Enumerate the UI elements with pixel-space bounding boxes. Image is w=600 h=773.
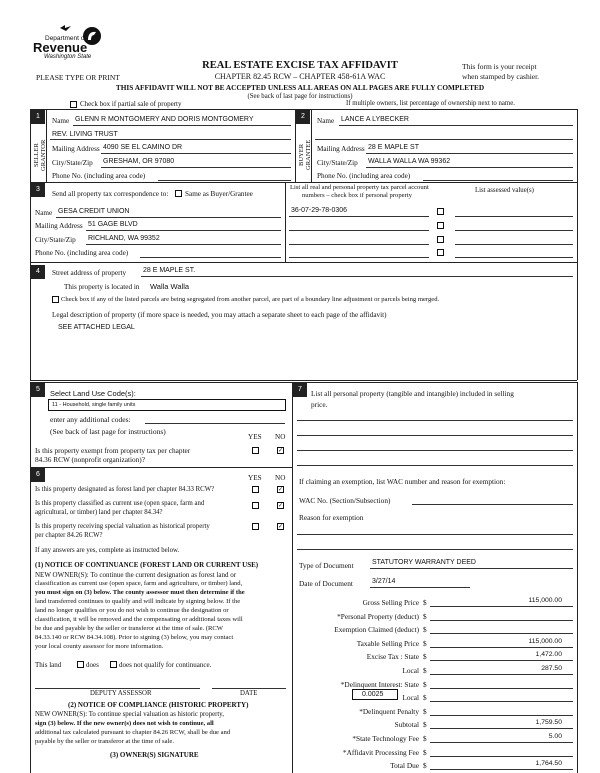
parcel-header-2: numbers – check box if personal property: [302, 192, 412, 199]
seller-grantor-label: SELLER GRANTOR: [33, 139, 47, 171]
street-value[interactable]: 28 E MAPLE ST.: [143, 267, 196, 274]
notice-continuance-line-7: be due and payable by the seller or transferor at the time of sale. (RCW: [35, 625, 224, 632]
s3-send-label: Send all property tax correspondence to:: [52, 190, 169, 198]
parcel-header-1: List all real and personal property tax parcel account: [290, 184, 429, 191]
parcel-1-checkbox[interactable]: [437, 208, 444, 215]
s1-city-label: City/State/Zip: [52, 159, 93, 167]
parcel-4-checkbox[interactable]: [437, 249, 444, 256]
s2-address-label: Mailing Address: [317, 145, 365, 153]
s2-address-value[interactable]: 28 E MAPLE ST: [368, 144, 419, 151]
land-does-not-checkbox[interactable]: [110, 661, 117, 668]
notice-continuance-line-1: NEW OWNER(S): To continue the current designation as forest land or: [35, 571, 237, 579]
segregated-checkbox[interactable]: [52, 296, 59, 303]
amount-label: *Delinquent Interest: State: [340, 679, 419, 689]
same-as-buyer-label: Same as Buyer/Grantee: [185, 190, 253, 198]
street-label: Street address of property: [52, 269, 127, 277]
s3-city-value[interactable]: RICHLAND, WA 99352: [88, 235, 160, 242]
s2-city-value[interactable]: WALLA WALLA WA 99362: [368, 158, 451, 165]
land-use-value: 11 - Household, single family units: [52, 402, 136, 408]
amount-value[interactable]: 1,759.50: [535, 719, 562, 727]
notice-continuance-line-6: classification, it will be removed and the compensating or additional taxes will: [35, 616, 243, 623]
notice-compliance-line-4: payable by the seller or transferor at the time of sale.: [35, 738, 174, 745]
dollar-sign: $: [423, 693, 427, 703]
section-4-number: 4: [31, 265, 45, 279]
s2-phone-label: Phone No. (including area code): [317, 172, 411, 180]
exempt-no-checkbox[interactable]: ✓: [278, 448, 284, 454]
receipt-note-2: when stamped by cashier.: [462, 72, 540, 81]
amount-value[interactable]: 287.50: [541, 665, 562, 672]
notice-continuance-line-4: land transferred continues to qualify and will indicate by signing below. If the: [35, 598, 241, 605]
amount-value[interactable]: 5.00: [548, 733, 562, 740]
s5-see-back: (See back of last page for instructions): [50, 427, 166, 436]
notice-compliance-title: (2) NOTICE OF COMPLIANCE (HISTORIC PROPERTY): [68, 701, 249, 709]
dollar-sign: $: [423, 598, 427, 607]
this-land-label: This land: [35, 661, 62, 669]
dollar-sign: $: [423, 625, 427, 635]
forest-yes-checkbox[interactable]: [252, 486, 259, 493]
type-or-print: PLEASE TYPE OR PRINT: [36, 73, 120, 82]
legal-value[interactable]: SEE ATTACHED LEGAL: [58, 324, 135, 331]
s3-address-label: Mailing Address: [35, 222, 83, 230]
warning-text: THIS AFFIDAVIT WILL NOT BE ACCEPTED UNLESS ALL AREAS ON ALL PAGES ARE FULLY COMPLETED: [115, 83, 485, 92]
land-use-label: Select Land Use Code(s):: [50, 389, 136, 398]
s2-name-value[interactable]: LANCE A LYBECKER: [341, 116, 409, 123]
exempt-question-1: Is this property exempt from property tax per chapter: [35, 446, 191, 455]
land-does-checkbox[interactable]: [77, 661, 84, 668]
historic-yes-checkbox[interactable]: [252, 523, 259, 530]
section-6-number: 6: [31, 468, 45, 482]
doc-type-value[interactable]: STATUTORY WARRANTY DEED: [372, 559, 476, 566]
land-use-select[interactable]: [48, 399, 286, 411]
dollar-sign: $: [423, 734, 427, 743]
dollar-sign: $: [423, 720, 427, 730]
form-title: REAL ESTATE EXCISE TAX AFFIDAVIT: [202, 60, 398, 71]
form-statute: CHAPTER 82.45 RCW – CHAPTER 458-61A WAC: [214, 72, 386, 81]
notice-continuance-line-8: 84.33.140 or RCW 84.34.108). Prior to signing (3) below, you may contact: [35, 634, 234, 641]
located-label: This property is located in: [64, 283, 140, 291]
doc-type-label: Type of Document: [299, 561, 354, 570]
amount-label: *Affidavit Processing Fee: [342, 747, 419, 757]
forest-no-checkbox[interactable]: ✓: [278, 487, 284, 493]
s2-city-label: City/State/Zip: [317, 159, 358, 167]
doc-date-value[interactable]: 3/27/14: [372, 578, 396, 585]
s3-phone-label: Phone No. (including area code): [35, 249, 129, 257]
amount-label: *Delinquent Penalty: [359, 706, 419, 716]
logo-dept: Department of: [45, 35, 87, 42]
dollar-sign: $: [423, 638, 427, 648]
owner-signature-title: (3) OWNER(S) SIGNATURE: [110, 751, 199, 759]
land-does-not-label: does not qualify for continuance.: [119, 661, 212, 669]
current-use-question-1: Is this property classified as current use (open space, farm and: [35, 500, 205, 507]
amount-label: Exemption Claimed (deduct): [334, 625, 419, 635]
historic-question-2: per chapter 84.26 RCW?: [35, 532, 103, 539]
s1-city-value[interactable]: GRESHAM, OR 97080: [103, 158, 175, 165]
same-as-buyer-checkbox[interactable]: [175, 190, 182, 197]
exemption-label: If claiming an exemption, list WAC number and reason for exemption:: [299, 477, 506, 486]
dollar-sign: $: [423, 747, 427, 757]
s6-no-header: NO: [275, 474, 286, 482]
additional-codes-label: enter any additional codes:: [50, 415, 131, 424]
notice-continuance-title: (1) NOTICE OF CONTINUANCE (FOREST LAND OR CURRENT USE): [35, 561, 259, 569]
s1-address-value[interactable]: 4090 SE EL CAMINO DR: [103, 144, 183, 151]
notice-continuance-line-3: you must sign on (3) below. The county assessor must then determine if the: [35, 589, 245, 596]
parcel-1-value[interactable]: 36-07-29-78-0306: [291, 207, 348, 214]
section-2-number: 2: [296, 110, 310, 124]
amount-label: Subtotal: [394, 720, 419, 730]
current-use-no-checkbox[interactable]: ✓: [278, 503, 284, 509]
dollar-sign: $: [423, 679, 427, 689]
s5-no-header: NO: [275, 433, 286, 441]
dollar-sign: $: [423, 611, 427, 621]
dollar-sign: $: [423, 652, 427, 662]
notice-continuance-line-9: your local county assessor for more information.: [35, 643, 164, 650]
historic-no-checkbox[interactable]: ✓: [278, 524, 284, 530]
wac-label: WAC No. (Section/Subsection): [299, 496, 391, 505]
historic-question-1: Is this property receiving special valuation as historical property: [35, 523, 210, 530]
dollar-sign: $: [423, 761, 427, 771]
land-does-label: does: [86, 661, 99, 669]
see-back-header: (See back of last page for instructions): [247, 93, 353, 100]
notice-compliance-line-2: sign (3) below. If the new owner(s) does not wish to continue, all: [35, 720, 214, 727]
s3-name-label: Name: [35, 209, 53, 217]
exempt-yes-checkbox[interactable]: [252, 447, 259, 454]
amount-label: *State Technology Fee: [352, 734, 419, 743]
receipt-note-1: This form is your receipt: [462, 62, 537, 71]
logo-flag-icon: [60, 24, 72, 32]
segregated-label: Check box if any of the listed parcels are being segregated from another parcel, are part of a boundary line adjustment or parcels being merged.: [61, 296, 440, 303]
notice-continuance-line-2: classification as current use (open space, farm and agriculture, or timber) land,: [35, 580, 243, 587]
legal-label: Legal description of property (if more space is needed, you may attach a separate sheet to each page of the affidavit): [52, 311, 387, 319]
amount-label: Local: [402, 666, 419, 675]
s1-name-value-2[interactable]: REV. LIVING TRUST: [52, 131, 118, 138]
amount-label: *Personal Property (deduct): [337, 611, 419, 621]
section-3-number: 3: [31, 183, 45, 197]
amount-label: Excise Tax : State: [366, 652, 419, 662]
logo-name: Revenue: [33, 40, 88, 55]
s6-yes-header: YES: [248, 474, 262, 482]
logo-state: Washington State: [44, 54, 92, 60]
s1-phone-label: Phone No. (including area code): [52, 172, 146, 180]
parcel-2-checkbox[interactable]: [437, 222, 444, 229]
notice-continuance-line-5: land no longer qualifies or you do not wish to continue the designation or: [35, 607, 229, 614]
s5-yes-header: YES: [248, 433, 262, 441]
current-use-yes-checkbox[interactable]: [252, 502, 259, 509]
dollar-sign: $: [423, 706, 427, 716]
located-value[interactable]: Walla Walla: [150, 282, 190, 291]
doc-date-label: Date of Document: [299, 579, 353, 588]
amount-value[interactable]: 1,472.00: [535, 651, 562, 659]
local-rate-value: 0.0025: [362, 691, 384, 698]
assessed-header: List assessed value(s): [475, 187, 534, 194]
revenue-logo: [30, 24, 105, 62]
s2-name-label: Name: [317, 117, 335, 125]
amount-value[interactable]: 115,000.00: [528, 637, 562, 645]
s3-city-label: City/State/Zip: [35, 236, 76, 244]
partial-sale-checkbox[interactable]: [70, 101, 77, 108]
amount-label: Local: [402, 693, 419, 703]
current-use-question-2: agricultural, or timber) land per chapter 84.34?: [35, 509, 163, 516]
buyer-grantee-label: BUYER GRANTEE: [298, 139, 312, 171]
local-rate-box[interactable]: [352, 689, 398, 700]
forest-question: Is this property designated as forest land per chapter 84.33 RCW?: [35, 486, 215, 493]
s1-name-value[interactable]: GLENN R MONTGOMERY AND DORIS MONTGOMERY: [75, 116, 254, 123]
exempt-question-2: 84.36 RCW (nonprofit organization)?: [35, 455, 145, 464]
deputy-date-label: DATE: [240, 690, 258, 697]
s1-name-label: Name: [52, 117, 70, 125]
dollar-sign: $: [423, 666, 427, 675]
section-5-number: 5: [31, 383, 45, 397]
section-1-number: 1: [31, 110, 45, 124]
if-yes-note: If any answers are yes, complete as instructed below.: [35, 547, 180, 554]
s3-name-value[interactable]: GESA CREDIT UNION: [58, 208, 130, 215]
deputy-assessor-label: DEPUTY ASSESSOR: [90, 690, 152, 697]
amount-label: Gross Selling Price: [362, 598, 419, 607]
amount-label: Total Due: [390, 761, 419, 771]
s1-address-label: Mailing Address: [52, 145, 100, 153]
personal-property-label-1: List all personal property (tangible and intangible) included in selling: [311, 389, 514, 398]
notice-compliance-line-1: NEW OWNER(S): To continue special valuation as historic property,: [35, 711, 224, 718]
partial-sale-label: Check box if partial sale of property: [80, 100, 182, 108]
reason-label: Reason for exemption: [299, 513, 364, 522]
section-7-number: 7: [293, 383, 307, 397]
personal-property-label-2: price.: [311, 400, 328, 409]
amount-value[interactable]: 1,764.50: [535, 760, 562, 768]
s3-address-value[interactable]: 51 GAGE BLVD: [88, 221, 138, 228]
parcel-3-checkbox[interactable]: [437, 236, 444, 243]
multiple-owners-note: If multiple owners, list percentage of ownership next to name.: [346, 100, 515, 107]
amount-label: Taxable Selling Price: [356, 638, 419, 648]
notice-compliance-line-3: additional tax calculated pursuant to chapter 84.26 RCW, shall be due and: [35, 729, 231, 736]
amount-value[interactable]: 115,000.00: [528, 597, 562, 604]
